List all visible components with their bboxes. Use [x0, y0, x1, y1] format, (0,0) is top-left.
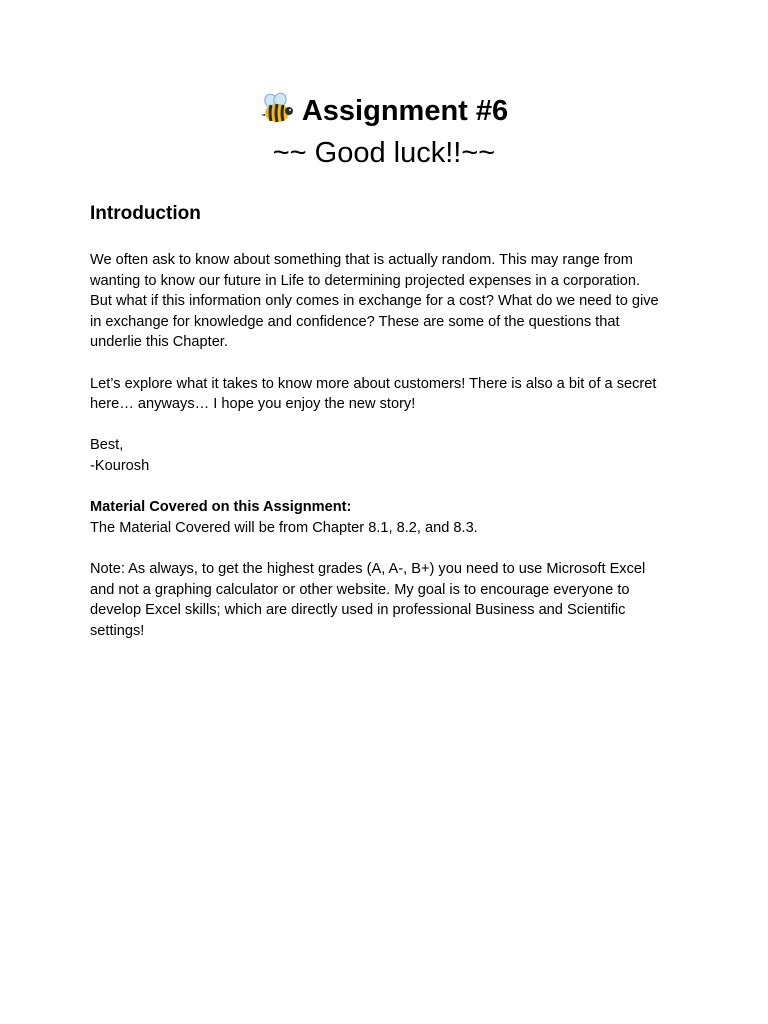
- document-body: [90, 250, 686, 662]
- explore-line: Let’s explore what it takes to know more about customers! There is also a bit of a secret: [90, 375, 657, 392]
- explore-paragraph: [90, 374, 686, 415]
- material-text: The Material Covered will be from Chapter 8.1, 8.2, and 8.3.: [90, 519, 478, 536]
- intro-line: in exchange for knowledge and confidence? These are some of the questions that: [90, 313, 620, 330]
- note-line: and not a graphing calculator or other website. My goal is to encourage everyone to: [90, 581, 630, 598]
- material-paragraph: [90, 497, 686, 538]
- author-name: -Kourosh: [90, 457, 150, 474]
- section-heading-introduction: Introduction: [90, 203, 201, 224]
- signature-block: [90, 435, 686, 476]
- intro-line: We often ask to know about something that is actually random. This may range from: [90, 252, 633, 268]
- note-line: Note: As always, to get the highest grades (A, A-, B+) you need to use Microsoft Excel: [90, 560, 646, 577]
- document-page: [90, 0, 690, 1024]
- document-title: Assignment #6: [301, 95, 509, 127]
- intro-paragraph: [90, 250, 686, 353]
- note-line: develop Excel skills; which are directly used in professional Business and Scientific: [90, 602, 626, 619]
- signoff: Best,: [90, 437, 124, 454]
- intro-line: underlie this Chapter.: [90, 334, 228, 351]
- document-title-row: [90, 92, 678, 130]
- bee-icon: [260, 92, 294, 126]
- intro-line: wanting to know our future in Life to determining projected expenses in a corporation.: [90, 272, 641, 289]
- document-subtitle: ~~ Good luck!!~~: [272, 137, 496, 169]
- note-paragraph: [90, 559, 686, 641]
- note-line: settings!: [90, 622, 145, 639]
- intro-line: But what if this information only comes in exchange for a cost? What do we need to give: [90, 293, 659, 310]
- explore-line: here… anyways… I hope you enjoy the new story!: [90, 396, 416, 413]
- material-heading: Material Covered on this Assignment:: [90, 499, 352, 516]
